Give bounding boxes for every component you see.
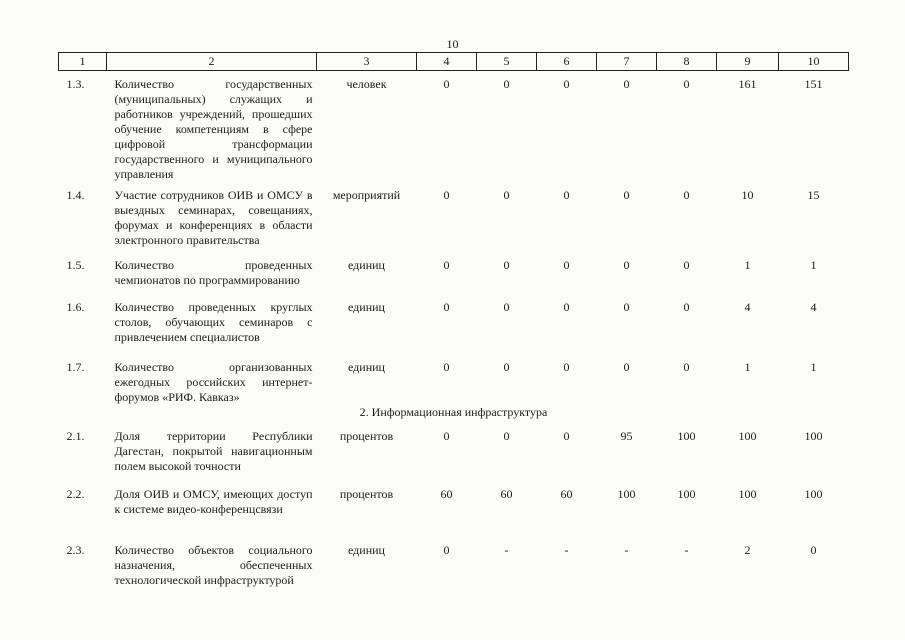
row-value: 151	[804, 77, 823, 91]
row-value: -	[624, 543, 629, 557]
row-value: 0	[563, 429, 570, 443]
row-value: 0	[563, 360, 570, 374]
row-value: 2	[744, 543, 751, 557]
indicators-table	[58, 52, 849, 593]
row-value: 0	[503, 429, 510, 443]
row-number: 1.5.	[66, 258, 85, 272]
header-cell: 10	[779, 53, 849, 71]
table-row	[59, 252, 849, 294]
row-value: 0	[683, 258, 690, 272]
row-value: 0	[563, 77, 570, 91]
header-cell: 7	[597, 53, 657, 71]
row-value: 0	[503, 360, 510, 374]
row-value: 4	[810, 300, 817, 314]
row-value: 0	[683, 300, 690, 314]
row-value: 100	[677, 487, 696, 501]
row-unit: единиц	[348, 258, 385, 272]
row-unit: человек	[346, 77, 387, 91]
row-number: 2.3.	[66, 543, 85, 557]
row-value: 161	[738, 77, 757, 91]
row-value: 0	[443, 360, 450, 374]
header-cell: 3	[317, 53, 417, 71]
header-cell: 6	[537, 53, 597, 71]
table-row	[59, 423, 849, 481]
row-value: 1	[744, 258, 751, 272]
header-cell: 5	[477, 53, 537, 71]
row-value: 1	[744, 360, 751, 374]
row-name: Количество проведенных круглых столов, обучающих семинаров с привлечением специалистов	[114, 300, 313, 344]
row-value: 60	[440, 487, 453, 501]
row-value: 10	[741, 188, 754, 202]
row-value: 100	[677, 429, 696, 443]
row-name: Участие сотрудников ОИВ и ОМСУ в выездных семинарах, совещаниях, форумах и конференциях в области электронного правительства	[114, 188, 313, 247]
row-value: 0	[503, 188, 510, 202]
row-value: 100	[617, 487, 636, 501]
row-value: 0	[683, 188, 690, 202]
row-value: 1	[810, 258, 817, 272]
row-value: 60	[560, 487, 573, 501]
row-value: 0	[623, 188, 630, 202]
table-row	[59, 182, 849, 252]
row-name: Количество проведенных чемпионатов по программированию	[114, 258, 313, 287]
row-value: 0	[443, 300, 450, 314]
section-title: 2. Информационная инфраструктура	[359, 405, 548, 419]
row-unit: мероприятий	[332, 188, 401, 202]
row-value: 0	[563, 300, 570, 314]
header-cell: 4	[417, 53, 477, 71]
row-value: 0	[563, 188, 570, 202]
row-value: 0	[443, 188, 450, 202]
row-value: 0	[810, 543, 817, 557]
row-value: 15	[807, 188, 820, 202]
row-value: 0	[503, 300, 510, 314]
row-value: 0	[443, 543, 450, 557]
row-value: 0	[623, 258, 630, 272]
row-unit: единиц	[348, 300, 385, 314]
table-row	[59, 71, 849, 183]
row-value: 100	[738, 429, 757, 443]
row-number: 1.6.	[66, 300, 85, 314]
table-row	[59, 294, 849, 354]
row-unit: единиц	[348, 543, 385, 557]
row-number: 1.3.	[66, 77, 85, 91]
row-value: 0	[443, 258, 450, 272]
row-value: 0	[503, 258, 510, 272]
row-value: 0	[623, 300, 630, 314]
row-name: Доля ОИВ и ОМСУ, имеющих доступ к системе видео-конференцсвязи	[114, 487, 313, 516]
row-value: 0	[563, 258, 570, 272]
row-number: 1.7.	[66, 360, 85, 374]
row-number: 2.1.	[66, 429, 85, 443]
row-unit: процентов	[339, 429, 394, 443]
row-value: -	[684, 543, 689, 557]
row-value: 1	[810, 360, 817, 374]
table-row	[59, 537, 849, 593]
row-value: -	[564, 543, 569, 557]
header-cell: 9	[717, 53, 779, 71]
row-name: Количество государственных (муниципальных) служащих и работников учреждений, прошедших обучение компетенциям в сфере цифровой трансформации государственного и муниципального управления	[114, 77, 313, 181]
row-value: 4	[744, 300, 751, 314]
row-value: 0	[443, 429, 450, 443]
header-row	[59, 53, 849, 71]
row-value: 0	[443, 77, 450, 91]
row-name: Доля территории Республики Дагестан, покрытой навигационным полем высокой точности	[114, 429, 313, 473]
row-value: 0	[683, 360, 690, 374]
row-number: 1.4.	[66, 188, 85, 202]
row-value: 0	[623, 360, 630, 374]
section-row	[59, 405, 849, 423]
header-cell: 8	[657, 53, 717, 71]
row-value: 0	[623, 77, 630, 91]
table-row	[59, 354, 849, 405]
page-number: 10	[446, 37, 459, 51]
row-number: 2.2.	[66, 487, 85, 501]
header-cell: 2	[107, 53, 317, 71]
header-cell: 1	[59, 53, 107, 71]
row-name: Количество объектов социального назначения, обеспеченных технологической инфраструктурой	[114, 543, 313, 587]
row-value: 100	[804, 487, 823, 501]
row-value: -	[504, 543, 509, 557]
row-value: 0	[503, 77, 510, 91]
row-value: 95	[620, 429, 633, 443]
row-value: 100	[804, 429, 823, 443]
table-row	[59, 481, 849, 537]
row-value: 0	[683, 77, 690, 91]
row-unit: единиц	[348, 360, 385, 374]
row-unit: процентов	[339, 487, 394, 501]
row-name: Количество организованных ежегодных российских интернет-форумов «РИФ. Кавказ»	[114, 360, 313, 404]
row-value: 60	[500, 487, 513, 501]
row-value: 100	[738, 487, 757, 501]
